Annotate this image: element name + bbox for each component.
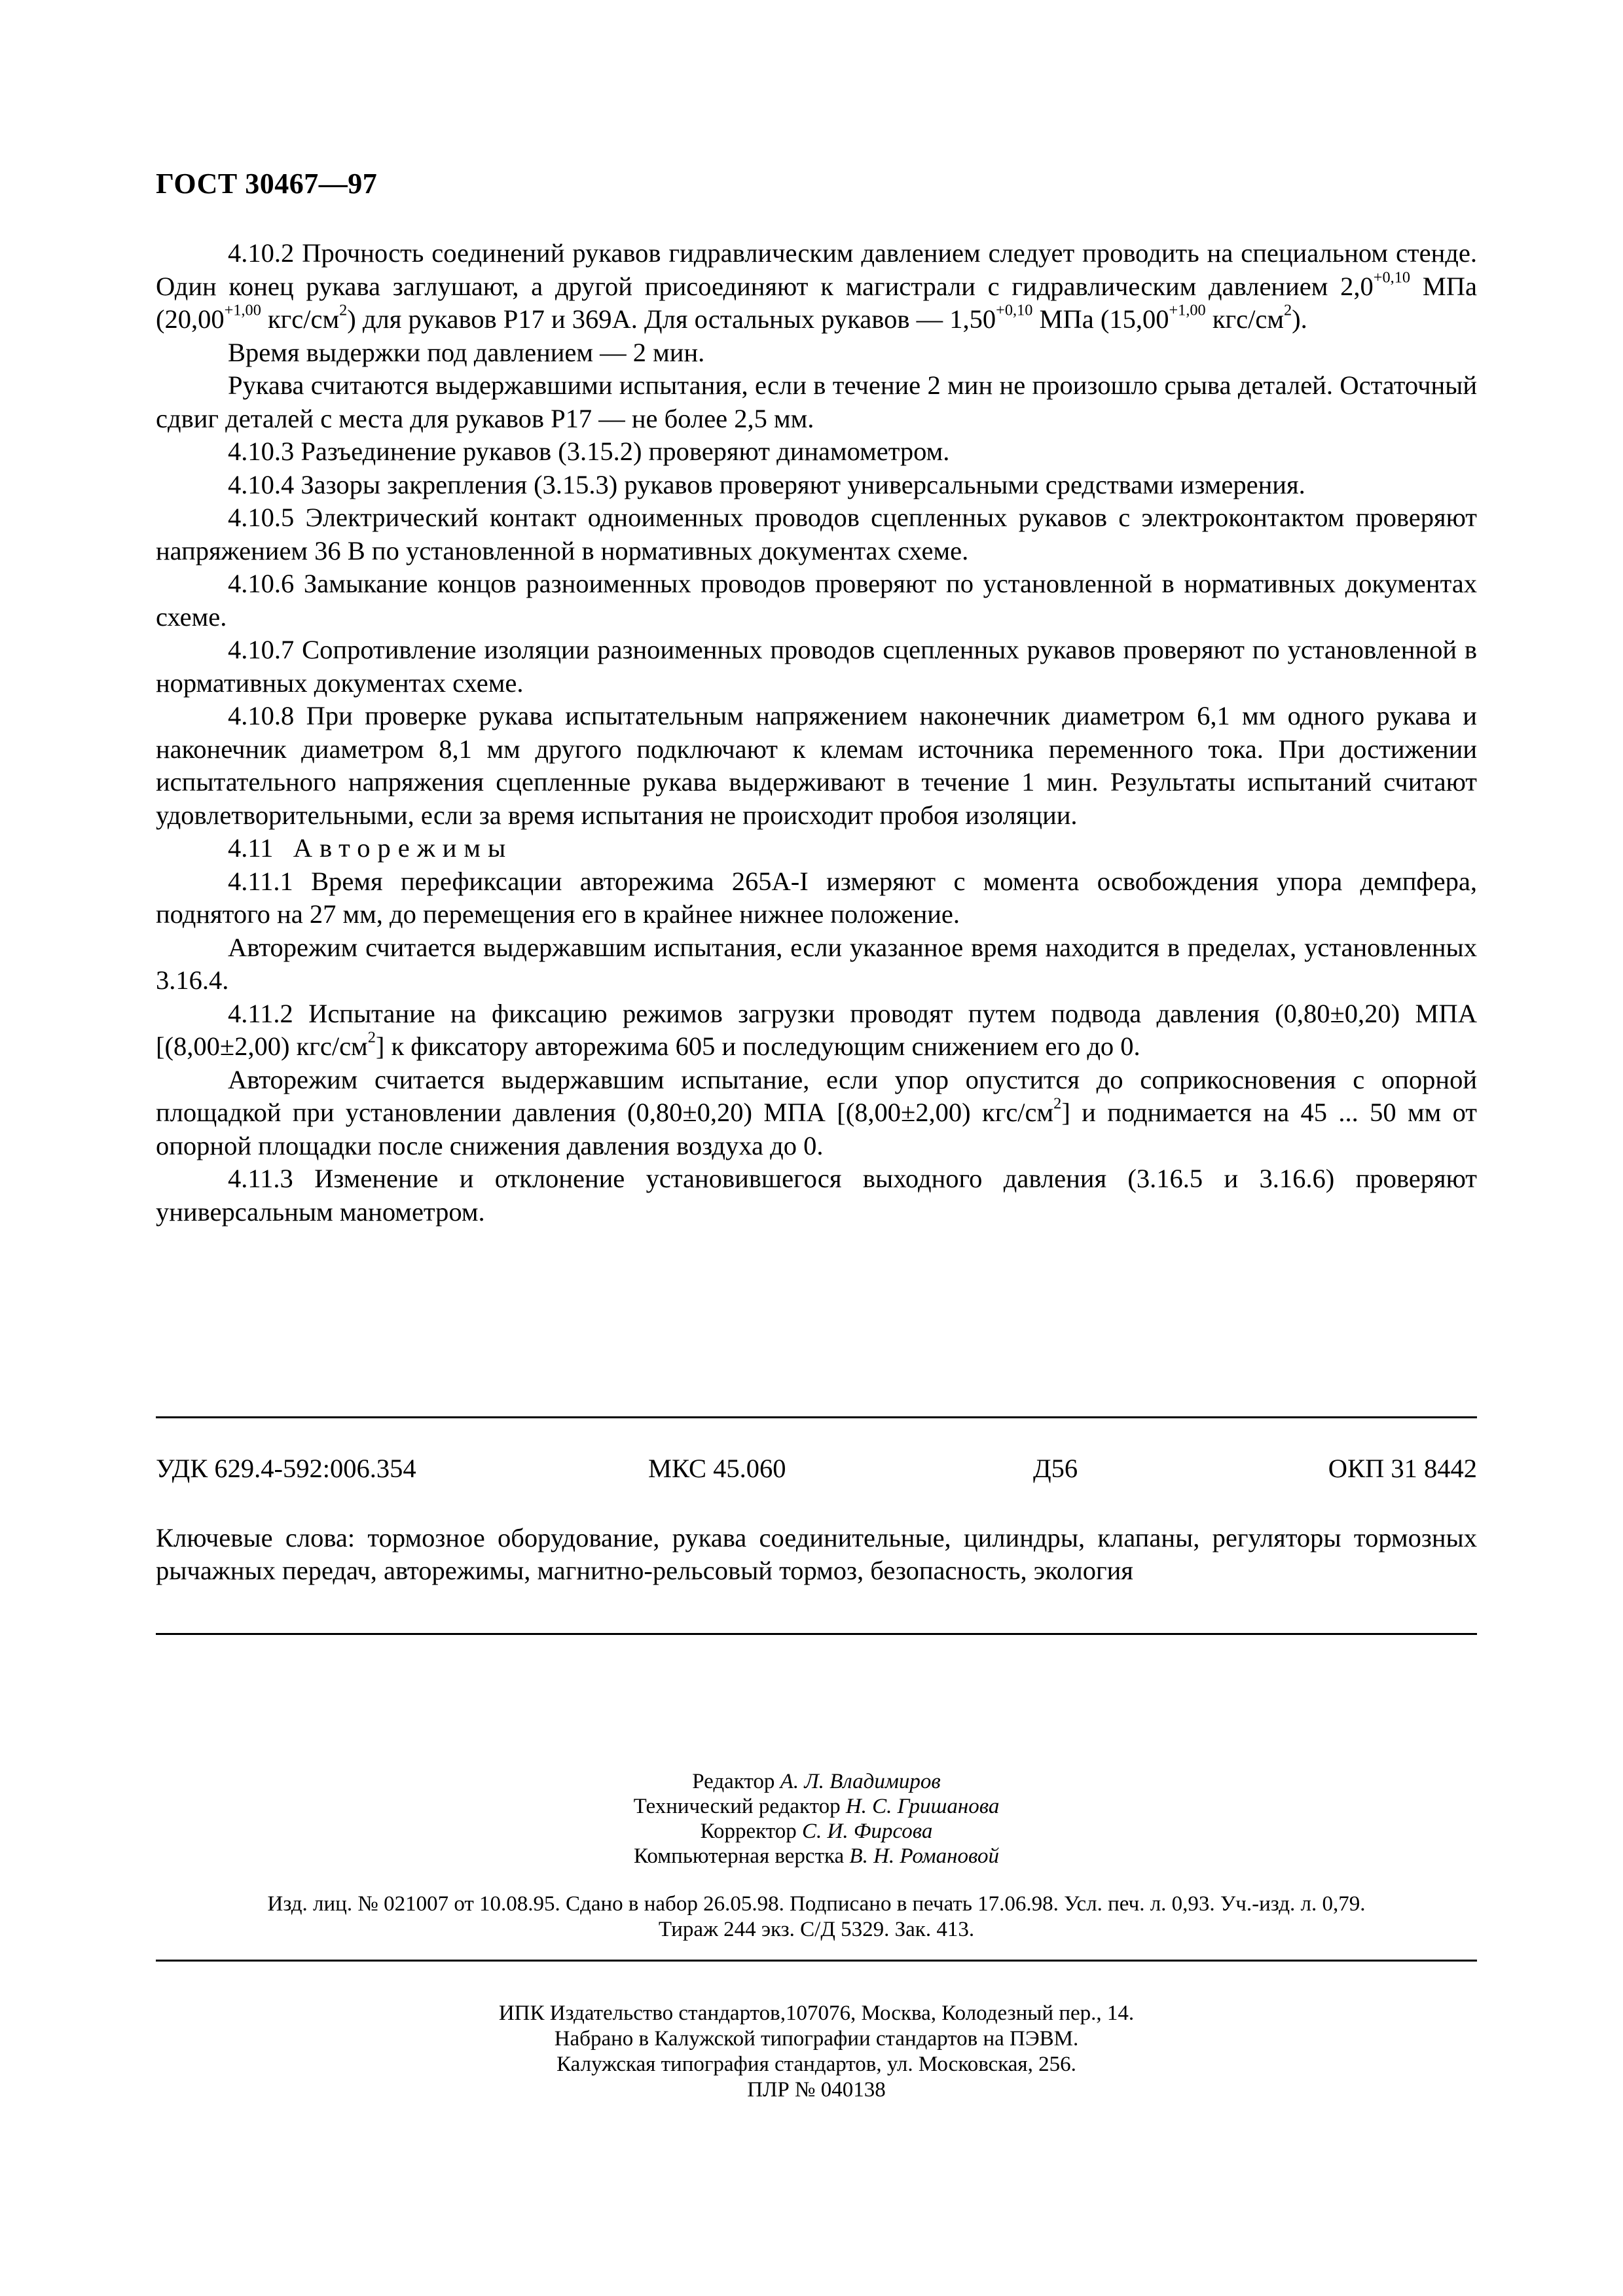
- paragraph-4-10-3: 4.10.3 Разъединение рукавов (3.15.2) проверяют динамометром.: [228, 437, 950, 466]
- divider-bottom: [156, 1960, 1477, 1962]
- paragraph-autoreg-pass-1: Авторежим считается выдержавшим испытания, если указанное время находится в пределах, установленных 3.16.4.: [156, 932, 1477, 995]
- publication-info: Изд. лиц. № 021007 от 10.08.95. Сдано в набор 26.05.98. Подписано в печать 17.06.98. Усл. печ. л. 0,93. Уч.-изд. л. 0,79. Тираж 244 экз. С/Д 5329. Зак. 413.: [267, 1892, 1366, 1941]
- divider-top: [156, 1416, 1477, 1418]
- credit-editor: Редактор А. Л. Владимиров: [692, 1770, 941, 1793]
- udk-code: УДК 629.4-592:006.354: [156, 1454, 416, 1483]
- credits-block: [156, 1769, 1477, 1869]
- printer-info: ИПК Издательство стандартов,107076, Москва, Колодезный пер., 14. Набрано в Калужской типографии стандартов на ПЭВМ. Калужская типография стандартов, ул. Московская, 256. ПЛР № 040138: [498, 2001, 1135, 2102]
- keywords: Ключевые слова: тормозное оборудование, рукава соединительные, цилиндры, клапаны, регуляторы тормозных рычажных передач, авторежимы, магнитно-рельсовый тормоз, безопасность, экология: [156, 1523, 1477, 1585]
- paragraph-4-10-2: 4.10.2 Прочность соединений рукавов гидравлическим давлением следует проводить на специальном стенде. Один конец рукава заглушают, а другой присоединяют к магистрали с гидравлическим давлением $2,0^{+0,10}$ МПа ($20,00^{+1,00}$ кгс/$см^2$) для рукавов Р17 и 369А. Для остальных рукавов — $1,50^{+0,10}$ МПа ($15,00^{+1,00}$ кгс/$см^2$).: [156, 238, 1477, 334]
- section-heading-4-11: 4.11 Авторежимы: [228, 833, 513, 863]
- paragraph-4-10-6: 4.10.6 Замыкание концов разноименных проводов проверяют по установленной в нормативных документах схеме.: [156, 569, 1477, 632]
- document-page: [156, 0, 1477, 2296]
- paragraph-hoses-pass: Рукава считаются выдержавшими испытания, если в течение 2 мин не произошло срыва деталей. Остаточный сдвиг деталей с места для рукавов Р17 — не более 2,5 мм.: [156, 370, 1477, 433]
- credit-proofreader: Корректор С. И. Фирсова: [700, 1820, 933, 1843]
- paragraph-4-10-5: 4.10.5 Электрический контакт одноименных проводов сцепленных рукавов с электроконтактом проверяют напряжением 36 В по установленной в нормативных документах схеме.: [156, 503, 1477, 565]
- okp-code: ОКП 31 8442: [1328, 1454, 1477, 1483]
- paragraph-4-11-3: 4.11.3 Изменение и отклонение установившегося выходного давления (3.16.5 и 3.16.6) проверяют универсальным манометром.: [156, 1164, 1477, 1227]
- document-header: ГОСТ 30467—97: [156, 168, 378, 200]
- document-body: [156, 237, 1477, 1229]
- paragraph-hold-time: Время выдержки под давлением — 2 мин.: [228, 337, 705, 367]
- paragraph-autoreg-pass-2: Авторежим считается выдержавшим испытание, если упор опустится до соприкосновения с опорной площадкой при установлении давления (0,80±0,20) МПА [(8,00±2,00) кгс/$см^2$] и поднимается на 45 ... 50 мм от опорной площадки после снижения давления воздуха до 0.: [156, 1064, 1477, 1160]
- paragraph-4-11-2: 4.11.2 Испытание на фиксацию режимов загрузки проводят путем подвода давления (0,80±0,20) МПА [(8,00±2,00) кгс/$см^2$] к фиксатору авторежима 605 и последующим снижением его до 0.: [156, 998, 1477, 1061]
- paragraph-4-11-1: 4.11.1 Время перефиксации авторежима 265А-I измеряют с момента освобождения упора демпфера, поднятого на 27 мм, до перемещения его в крайнее нижнее положение.: [156, 866, 1477, 929]
- group-code: Д56: [1033, 1454, 1078, 1483]
- credit-tech-editor: Технический редактор Н. С. Гришанова: [633, 1795, 1000, 1818]
- paragraph-4-10-8: 4.10.8 При проверке рукава испытательным напряжением наконечник диаметром 6,1 мм одного рукава и наконечник диаметром 8,1 мм другого подключают к клемам источника переменного тока. При достижении испытательного напряжения сцепленные рукава выдерживают в течение 1 мин. Результаты испытаний считают удовлетворительными, если за время испытания не происходит пробоя изоляции.: [156, 701, 1477, 830]
- paragraph-4-10-4: 4.10.4 Зазоры закрепления (3.15.3) рукавов проверяют универсальными средствами измерения.: [228, 469, 1305, 499]
- paragraph-4-10-7: 4.10.7 Сопротивление изоляции разноименных проводов сцепленных рукавов проверяют по установленной в нормативных документах схеме.: [156, 635, 1477, 698]
- mks-code: МКС 45.060: [648, 1454, 786, 1483]
- divider-middle: [156, 1633, 1477, 1635]
- credit-layout: Компьютерная верстка В. Н. Романовой: [634, 1844, 999, 1868]
